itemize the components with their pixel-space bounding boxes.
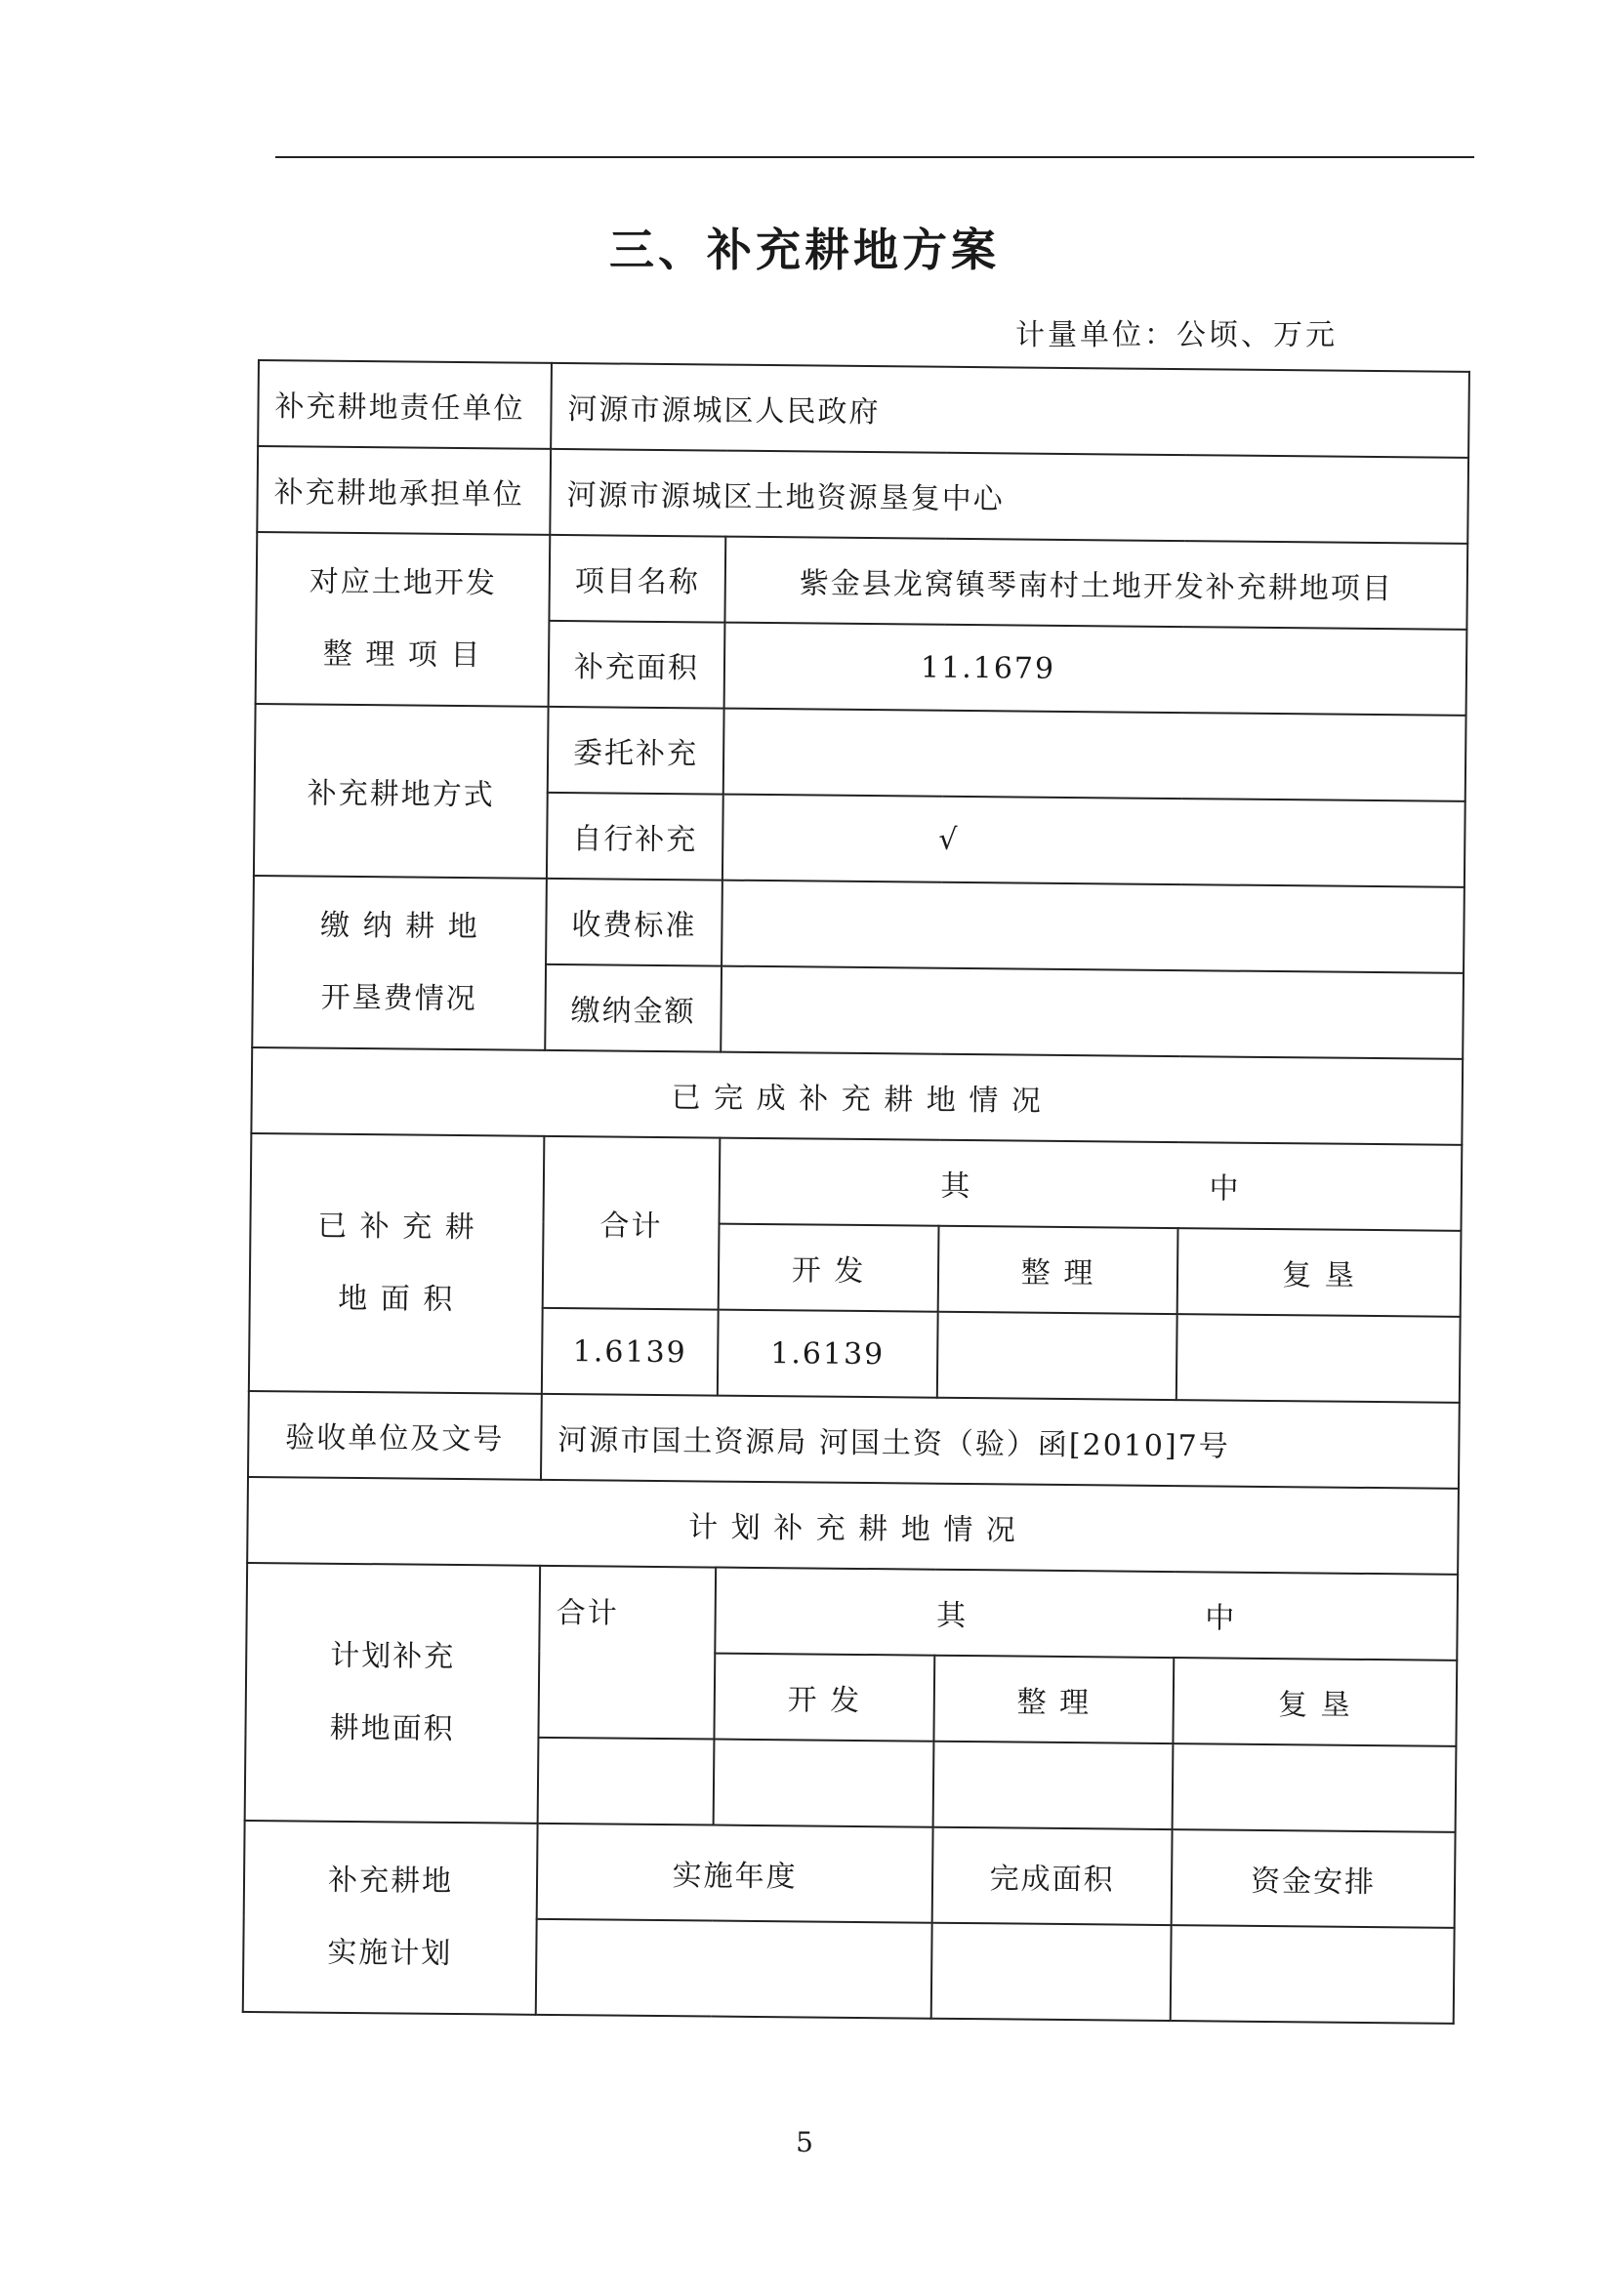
fee-label bbox=[252, 876, 547, 1050]
fee-label-line-1: 缴 纳 耕 地 bbox=[319, 908, 479, 945]
planned-among-1: 其 bbox=[935, 1598, 969, 1634]
implementation-label bbox=[243, 1821, 538, 2015]
project-label-line-1: 对应土地开发 bbox=[309, 564, 497, 601]
project-name-value: 紫金县龙窝镇琴南村土地开发补充耕地项目 bbox=[724, 537, 1467, 630]
measurement-unit: 计量单位：公顷、万元 bbox=[1015, 318, 1338, 352]
implementation-label-line-1: 补充耕地 bbox=[327, 1863, 454, 1899]
undertaking-unit-label: 补充耕地承担单位 bbox=[257, 446, 551, 535]
page-title: 三、补充耕地方案 bbox=[609, 224, 1000, 276]
planned-develop-value bbox=[714, 1740, 934, 1827]
supplement-farmland-form bbox=[242, 359, 1468, 2021]
planned-arrange-header: 整 理 bbox=[933, 1656, 1174, 1743]
acceptance-value: 河源市国土资源局 河国土资（验）函[2010]7号 bbox=[541, 1394, 1460, 1489]
completed-section-title: 已 完 成 补 充 耕 地 情 况 bbox=[251, 1047, 1463, 1145]
completed-arrange-value bbox=[937, 1312, 1177, 1400]
implementation-year-label: 实施年度 bbox=[537, 1824, 933, 1923]
planned-reclaim-header: 复 垦 bbox=[1173, 1658, 1457, 1746]
entrust-value bbox=[723, 709, 1466, 801]
fee-amount-label: 缴纳金额 bbox=[545, 964, 722, 1052]
undertaking-unit-value: 河源市源城区土地资源垦复中心 bbox=[550, 449, 1468, 544]
completed-reclaim-header: 复 垦 bbox=[1177, 1228, 1462, 1317]
implementation-fund-value bbox=[1171, 1925, 1455, 2024]
planned-total-label: 合计 bbox=[538, 1566, 716, 1740]
planned-area-label bbox=[245, 1563, 541, 1824]
supplement-area-label: 补充面积 bbox=[549, 621, 725, 709]
planned-area-label-line-2: 耕地面积 bbox=[329, 1710, 455, 1746]
self-supplement-check: √ bbox=[722, 795, 1465, 887]
fee-standard-value bbox=[722, 881, 1465, 973]
completed-total-label: 合计 bbox=[543, 1136, 721, 1310]
responsible-unit-value: 河源市源城区人民政府 bbox=[551, 363, 1469, 458]
planned-section-title: 计 划 补 充 耕 地 情 况 bbox=[247, 1477, 1459, 1575]
planned-reclaim-value bbox=[1173, 1743, 1457, 1832]
project-label bbox=[256, 532, 551, 707]
fee-amount-value bbox=[721, 966, 1464, 1059]
completed-reclaim-value bbox=[1176, 1314, 1461, 1403]
supplement-area-value: 11.1679 bbox=[724, 623, 1467, 716]
responsible-unit-label: 补充耕地责任单位 bbox=[258, 360, 552, 449]
implementation-area-label: 完成面积 bbox=[932, 1827, 1173, 1925]
implementation-fund-label: 资金安排 bbox=[1172, 1829, 1456, 1928]
implementation-label-line-2: 实施计划 bbox=[327, 1935, 453, 1971]
completed-total-value: 1.6139 bbox=[542, 1308, 719, 1396]
self-supplement-label: 自行补充 bbox=[547, 793, 723, 881]
completed-develop-value: 1.6139 bbox=[718, 1310, 938, 1398]
top-divider bbox=[275, 156, 1474, 158]
fee-standard-label: 收费标准 bbox=[546, 879, 722, 966]
planned-among-header bbox=[715, 1568, 1458, 1660]
completed-arrange-header: 整 理 bbox=[938, 1226, 1178, 1314]
fee-label-line-2: 开垦费情况 bbox=[320, 980, 477, 1017]
implementation-area-value bbox=[931, 1923, 1172, 2021]
completed-develop-header: 开 发 bbox=[719, 1224, 939, 1312]
planned-total-value bbox=[538, 1738, 715, 1825]
completed-area-label-line-2: 地 面 积 bbox=[338, 1281, 455, 1317]
completed-among-1: 其 bbox=[940, 1168, 972, 1205]
planned-among-2: 中 bbox=[1205, 1601, 1237, 1636]
completed-area-label-line-1: 已 补 充 耕 bbox=[316, 1209, 476, 1246]
implementation-year-value bbox=[536, 1919, 932, 2019]
entrust-label: 委托补充 bbox=[548, 707, 724, 795]
completed-area-label bbox=[249, 1133, 545, 1394]
completed-among-header bbox=[720, 1138, 1463, 1231]
page-number: 5 bbox=[796, 2126, 813, 2158]
acceptance-label: 验收单位及文号 bbox=[248, 1391, 542, 1480]
planned-arrange-value bbox=[933, 1742, 1174, 1829]
method-label: 补充耕地方式 bbox=[254, 704, 549, 879]
planned-area-label-line-1: 计划补充 bbox=[330, 1638, 456, 1675]
planned-develop-header: 开 发 bbox=[714, 1654, 934, 1742]
completed-among-2: 中 bbox=[1209, 1171, 1241, 1207]
project-label-line-2: 整 理 项 目 bbox=[322, 636, 482, 674]
project-name-label: 项目名称 bbox=[549, 535, 725, 623]
